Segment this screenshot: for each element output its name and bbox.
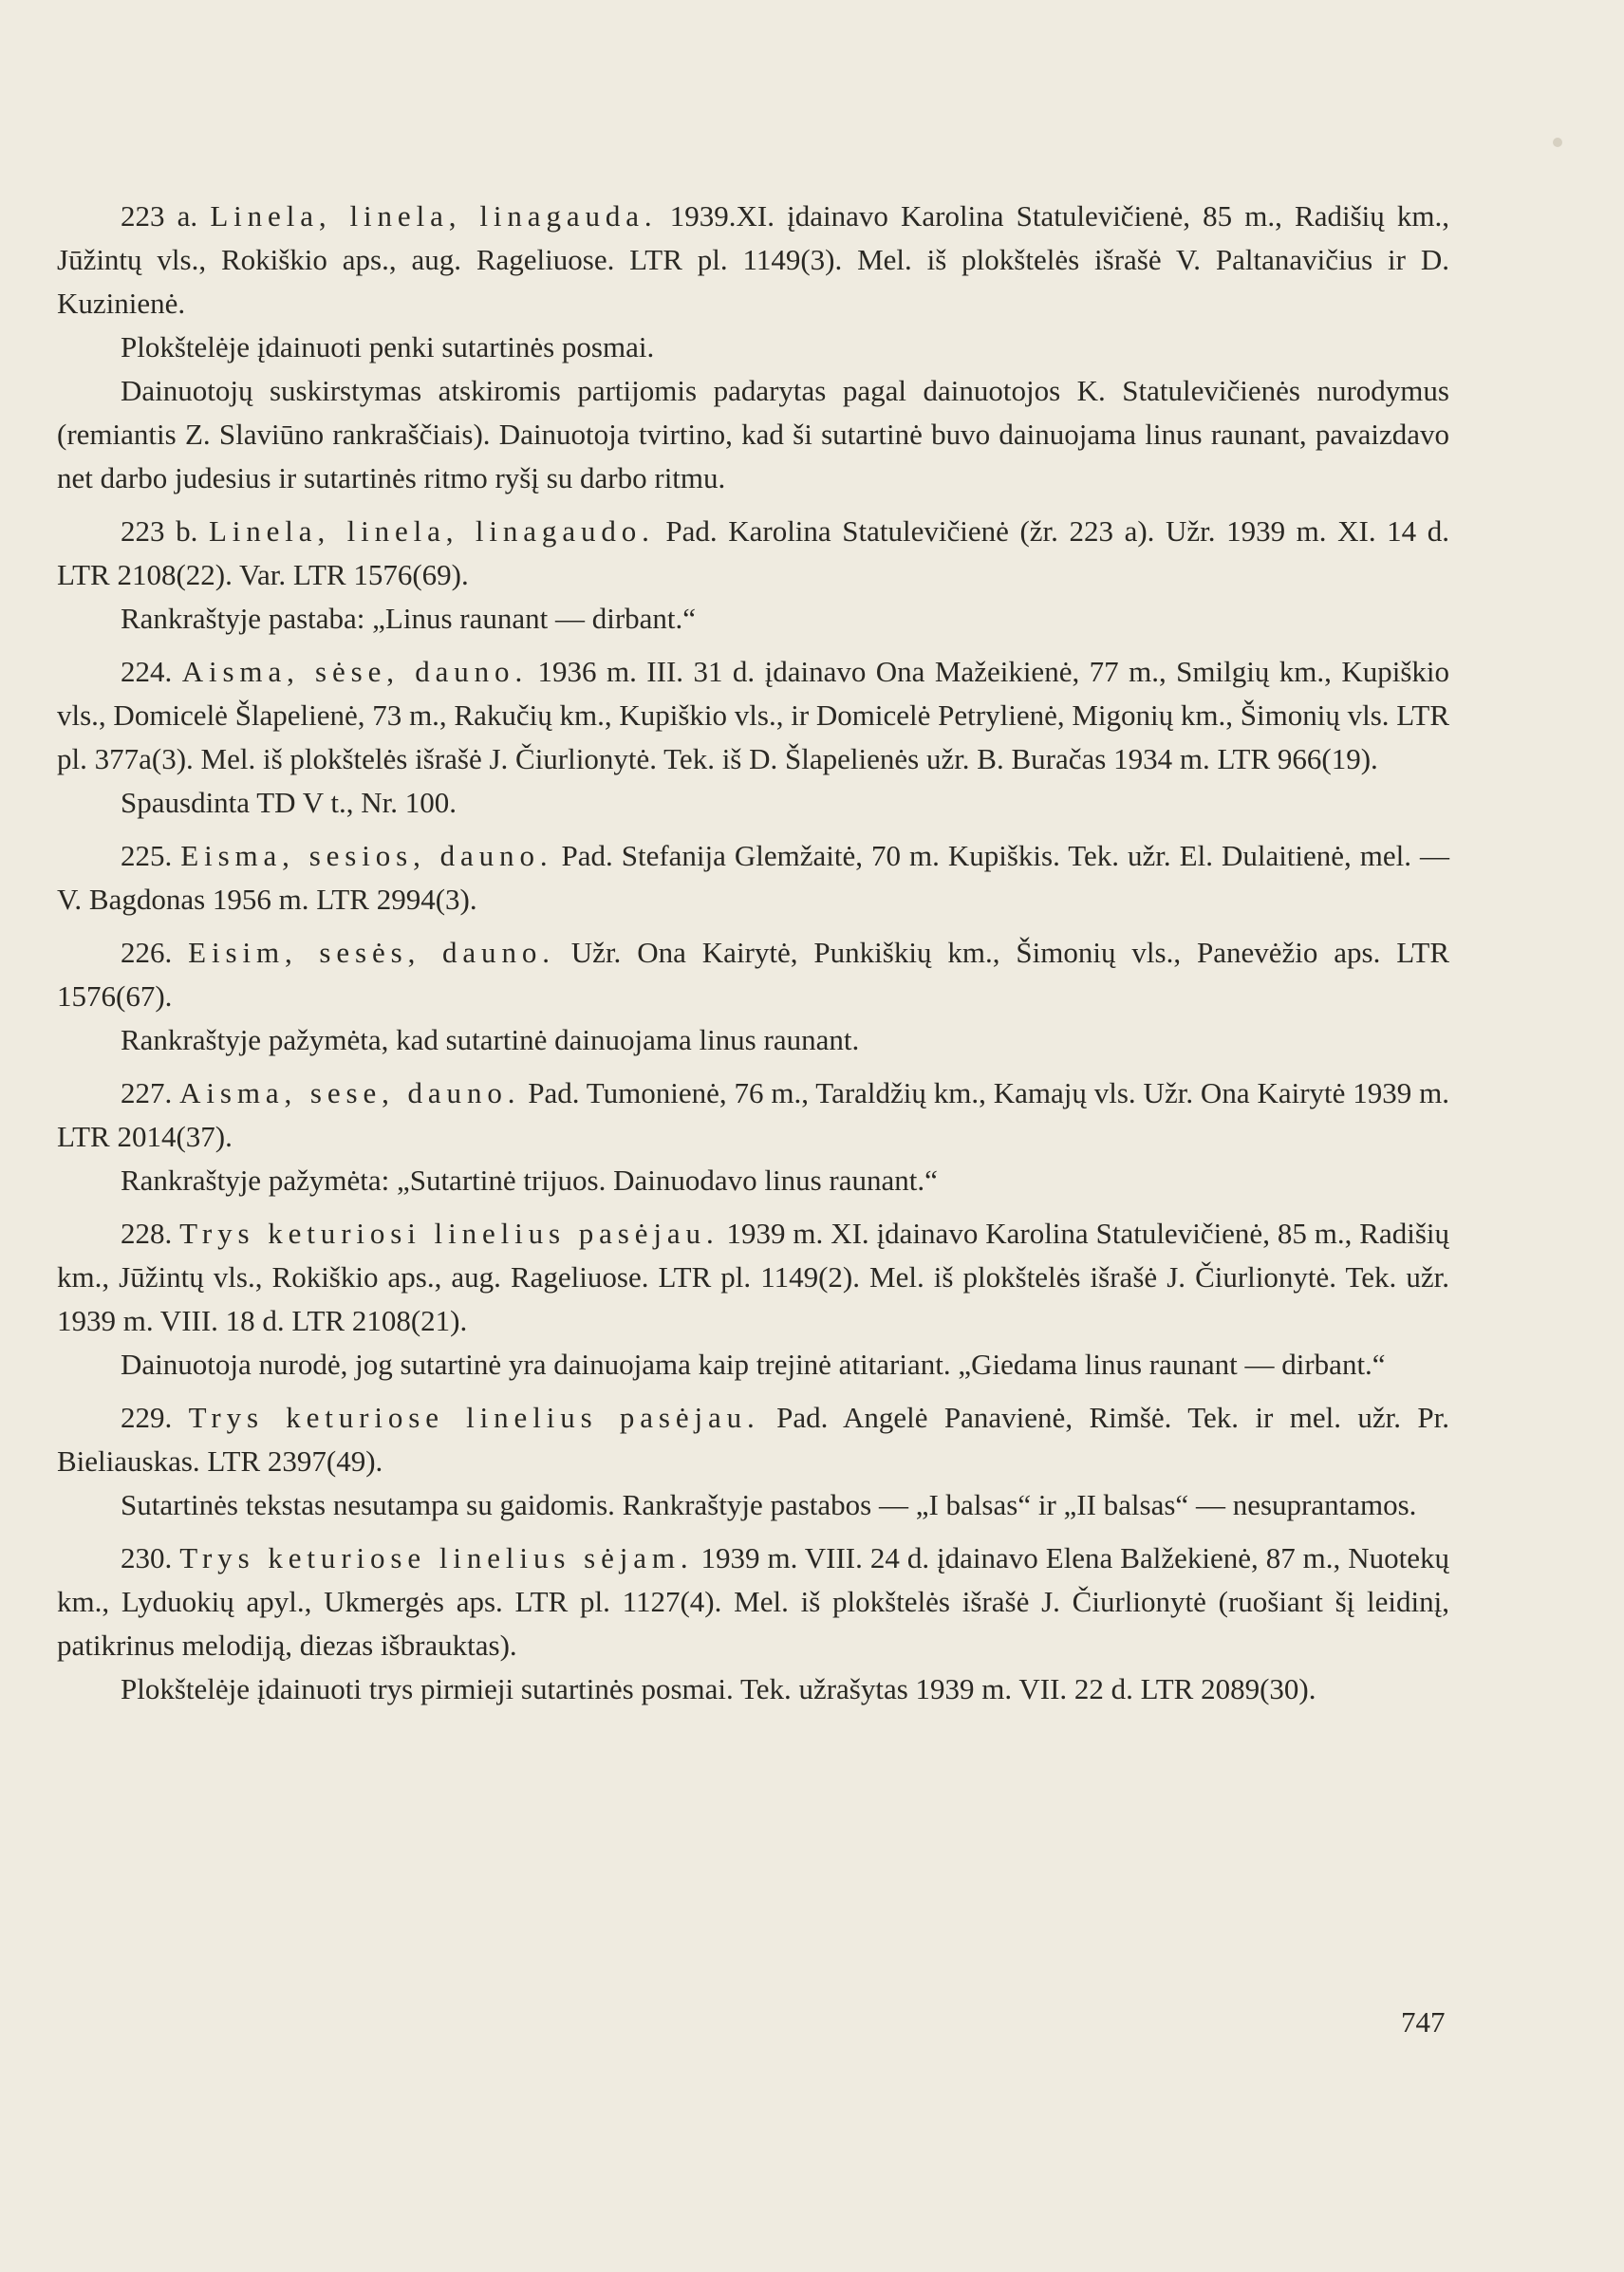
song-title: Linela, linela, linagauda. (210, 199, 658, 233)
entry (57, 650, 1449, 825)
entry-number: 223 a. (121, 199, 198, 233)
commentary-column (57, 195, 1449, 1721)
paragraph-text: Plokštelėje įdainuoti trys pirmieji sutartinės posmai. Tek. užrašytas 1939 m. VII. 22 d. LTR 2089(30). (121, 1672, 1316, 1705)
entry-number: 226. (121, 936, 173, 969)
song-title: Trys keturiosi linelius pasėjau. (179, 1217, 719, 1250)
entry-first-paragraph (57, 1396, 1449, 1483)
entry-first-paragraph (57, 510, 1449, 597)
song-title: Eisma, sesios, dauno. (180, 839, 553, 872)
entry-note-paragraph (57, 326, 1449, 369)
entry-number: 229. (121, 1401, 173, 1434)
paragraph-text: Dainuotojų suskirstymas atskiromis partijomis padarytas pagal dainuotojos K. Statulevičienės nurodymus (remiantis Z. Slaviūno rankraščiais). Dainuotoja tvirtino, kad ši sutartinė buvo dainuojama linus raunant, pavaizdavo net darbo judesius ir sutartinės ritmo ryšį su darbo ritmu. (57, 374, 1449, 494)
paragraph-text: Plokštelėje įdainuoti penki sutartinės posmai. (121, 330, 655, 363)
paper-speck (1553, 138, 1562, 147)
entry-first-paragraph (57, 1536, 1449, 1667)
paragraph-text: 1939 m. XI. įdainavo Karolina Statulevičienė, 85 m., Radišių km., Jūžintų vls., Rokiškio aps., aug. Rageliuose. LTR pl. 1149(2). Mel. iš plokštelės išrašė J. Čiurlionytė. Tek. užr. 1939 m. VIII. 18 d. LTR 2108(21). (57, 1217, 1450, 1337)
entry-number: 227. (121, 1076, 173, 1109)
entry-first-paragraph (57, 1212, 1449, 1343)
paragraph-text: Spausdinta TD V t., Nr. 100. (121, 786, 457, 819)
entry-note-paragraph (57, 1483, 1449, 1527)
entry (57, 931, 1449, 1062)
song-title: Aisma, sėse, dauno. (181, 655, 529, 688)
entry (57, 834, 1449, 922)
entry (57, 1396, 1449, 1527)
entry (57, 1071, 1449, 1202)
paragraph-text: 1939 m. VIII. 24 d. įdainavo Elena Balžekienė, 87 m., Nuotekų km., Lyduokių apyl., Ukmergės aps. LTR pl. 1127(4). Mel. iš plokštelės išrašė J. Čiurlionytė (ruošiant šį leidinį, patikrinus melodiją, diezas išbrauktas). (57, 1541, 1450, 1662)
entry-note-paragraph (57, 781, 1449, 825)
entry-note-paragraph (57, 1018, 1449, 1062)
entry-note-paragraph (57, 1343, 1449, 1387)
paragraph-text: Pad. Angelė Panavienė, Rimšė. Tek. ir mel. užr. Pr. Bieliauskas. LTR 2397(49). (57, 1401, 1450, 1478)
entry-number: 224. (121, 655, 173, 688)
paragraph-text: Rankraštyje pažymėta, kad sutartinė dainuojama linus raunant. (121, 1023, 860, 1056)
paragraph-text: Pad. Stefanija Glemžaitė, 70 m. Kupiškis. Tek. užr. El. Dulaitienė, mel. — V. Bagdonas 1956 m. LTR 2994(3). (57, 839, 1450, 916)
entry-number: 223 b. (121, 514, 198, 548)
paragraph-text: 1939.XI. įdainavo Karolina Statulevičienė, 85 m., Radišių km., Jūžintų vls., Rokiškio aps., aug. Rageliuose. LTR pl. 1149(3). Mel. iš plokštelės išrašė V. Paltanavičius ir D. Kuzinienė. (57, 199, 1450, 320)
entry-note-paragraph (57, 1159, 1449, 1202)
entry-first-paragraph (57, 650, 1449, 781)
entry-first-paragraph (57, 1071, 1449, 1159)
song-title: Trys keturiose linelius pasėjau. (188, 1401, 760, 1434)
entry-number: 230. (121, 1541, 173, 1574)
paragraph-text: Rankraštyje pastaba: „Linus raunant — dirbant.“ (121, 602, 697, 635)
paragraph-text: 1936 m. III. 31 d. įdainavo Ona Mažeikienė, 77 m., Smilgių km., Kupiškio vls., Domicelė Šlapelienė, 73 m., Rakučių km., Kupiškio vls., ir Domicelė Petrylienė, Migonių km., Šimonių vls. LTR pl. 377a(3). Mel. iš plokštelės išrašė J. Čiurlionytė. Tek. iš D. Šlapelienės užr. B. Buračas 1934 m. LTR 966(19). (57, 655, 1450, 775)
entry (57, 1212, 1449, 1387)
entry-number: 225. (121, 839, 173, 872)
song-title: Aisma, sese, dauno. (179, 1076, 521, 1109)
entry-note-paragraph (57, 597, 1449, 641)
paragraph-text: Rankraštyje pažymėta: „Sutartinė trijuos. Dainuodavo linus raunant.“ (121, 1164, 938, 1197)
entry (57, 195, 1449, 500)
entry (57, 510, 1449, 641)
entry-first-paragraph (57, 931, 1449, 1018)
paragraph-text: Pad. Karolina Statulevičienė (žr. 223 a). Užr. 1939 m. XI. 14 d. LTR 2108(22). Var. LTR 1576(69). (57, 514, 1450, 591)
song-title: Linela, linela, linagaudo. (208, 514, 655, 548)
paragraph-text: Sutartinės tekstas nesutampa su gaidomis. Rankraštyje pastabos — „I balsas“ ir „II balsas“ — nesuprantamos. (121, 1488, 1417, 1521)
entry-first-paragraph (57, 834, 1449, 922)
paragraph-text: Užr. Ona Kairytė, Punkiškių km., Šimonių vls., Panevėžio aps. LTR 1576(67). (57, 936, 1449, 1013)
entry-number: 228. (121, 1217, 173, 1250)
paragraph-text: Dainuotoja nurodė, jog sutartinė yra dainuojama kaip trejinė atitariant. „Giedama linus raunant — dirbant.“ (121, 1348, 1386, 1381)
entry-note-paragraph (57, 1667, 1449, 1711)
entry-note-paragraph (57, 369, 1449, 500)
page-number: 747 (1401, 2005, 1446, 2039)
entry (57, 1536, 1449, 1711)
paragraph-text: Pad. Tumonienė, 76 m., Taraldžių km., Kamajų vls. Užr. Ona Kairytė 1939 m. LTR 2014(37). (57, 1076, 1450, 1153)
song-title: Eisim, sesės, dauno. (188, 936, 555, 969)
entry-first-paragraph (57, 195, 1449, 326)
song-title: Trys keturiose linelius sėjam. (179, 1541, 694, 1574)
